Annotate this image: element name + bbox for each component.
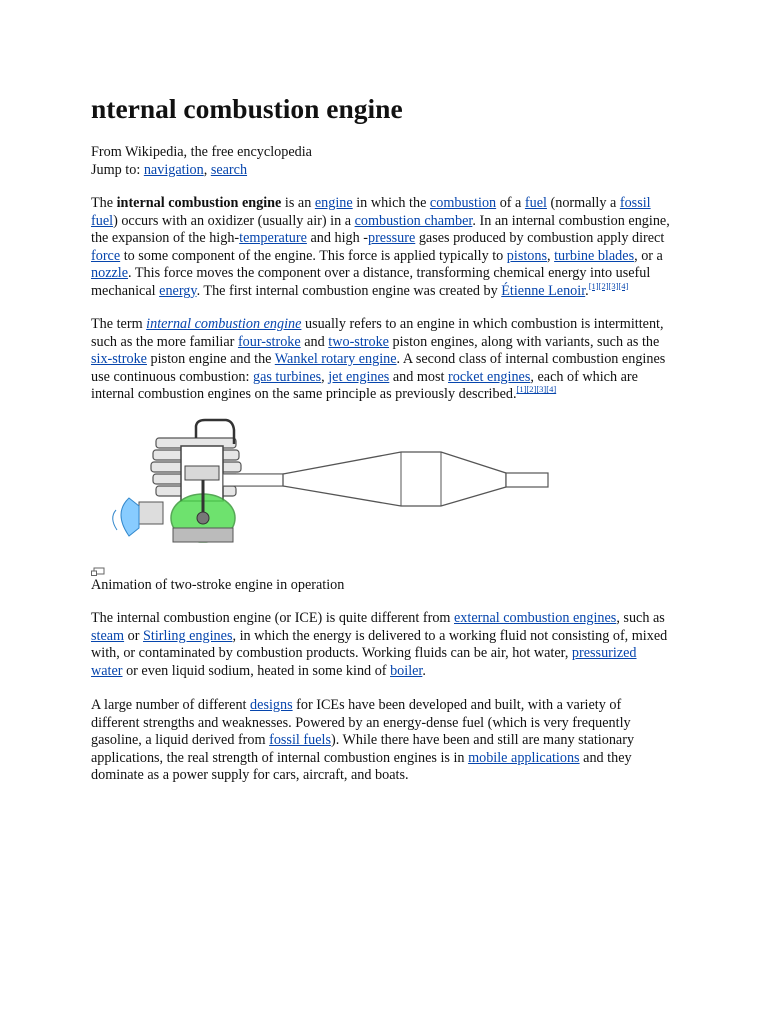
citation-link[interactable]: [1][2][3][4] xyxy=(516,384,557,394)
two-stroke-engine-image xyxy=(101,418,571,558)
text-run: . xyxy=(422,662,426,679)
text-run: ). While there have been and still are many stationary applications, the real strength of internal combustion engines is in xyxy=(91,732,635,766)
text-run: piston engine and the xyxy=(146,351,275,367)
link-pressure[interactable]: pressure xyxy=(367,230,416,246)
enlarge-figure[interactable] xyxy=(91,564,671,576)
text-run: A large number of different xyxy=(91,697,251,713)
jump-search-link[interactable]: search xyxy=(210,161,248,178)
link-etienne-lenoir[interactable]: Étienne Lenoir xyxy=(501,282,586,299)
text-run: is an xyxy=(281,195,315,211)
page-title: nternal combustion engine xyxy=(91,93,403,124)
text-run: of a xyxy=(496,195,525,211)
paragraph-external xyxy=(91,610,671,680)
text-run: , such as xyxy=(616,610,665,626)
link-steam[interactable]: steam xyxy=(91,627,125,644)
paragraph-term xyxy=(91,316,671,404)
text-run: and high - xyxy=(306,230,368,246)
link-fuel[interactable]: fuel xyxy=(524,195,547,211)
text-run: ) occurs with an oxidizer (usually air) in a xyxy=(113,212,355,229)
link-force[interactable]: force xyxy=(91,247,121,264)
jump-separator: , xyxy=(203,161,211,178)
link-engine[interactable]: engine xyxy=(314,195,353,211)
text-run: and most xyxy=(389,368,449,385)
text-run: and they dominate as a power supply for cars, aircraft, and boats. xyxy=(91,749,632,783)
link-gas-turbines[interactable]: gas turbines xyxy=(252,368,322,385)
link-wankel-rotary-engine[interactable]: Wankel rotary engine xyxy=(274,351,397,367)
link-internal-combustion-engine[interactable]: internal combustion engine xyxy=(146,316,302,332)
text-run: The xyxy=(91,195,117,211)
link-combustion[interactable]: combustion xyxy=(429,195,497,211)
link-six-stroke[interactable]: six-stroke xyxy=(91,351,147,367)
paragraph-intro xyxy=(91,195,671,300)
text-run: or even liquid sodium, heated in some kind of xyxy=(122,662,391,679)
link-fossil-fuels[interactable]: fossil fuels xyxy=(269,732,331,748)
text-run: piston engines, along with variants, such as the xyxy=(388,333,660,350)
link-two-stroke[interactable]: two-stroke xyxy=(328,333,389,350)
text-run: . The first internal combustion engine was created by xyxy=(196,282,502,299)
link-designs[interactable]: designs xyxy=(250,697,293,713)
text-run: and xyxy=(300,333,329,350)
text-run: The term xyxy=(91,316,147,332)
jump-prefix: Jump to: xyxy=(91,161,144,178)
jump-links xyxy=(91,162,671,180)
paragraph-designs xyxy=(91,697,671,785)
citation-refs[interactable] xyxy=(589,281,629,291)
link-four-stroke[interactable]: four-stroke xyxy=(237,333,301,350)
text-run: . In an internal combustion engine, the expansion of the high- xyxy=(91,212,670,246)
text-run: usually refers to an engine in which combustion is intermittent, such as the more familiar xyxy=(91,316,664,350)
link-energy[interactable]: energy xyxy=(159,282,197,299)
text-run: , or a xyxy=(634,247,663,264)
article xyxy=(91,92,671,785)
link-mobile-applications[interactable]: mobile applications xyxy=(468,749,580,766)
text-run: The internal combustion engine (or ICE) is quite different from xyxy=(91,610,454,626)
jump-navigation-link[interactable]: navigation xyxy=(143,161,204,178)
link-temperature[interactable]: temperature xyxy=(239,230,307,246)
link-turbine-blades[interactable]: turbine blades xyxy=(554,247,635,264)
text-run: . xyxy=(585,282,589,299)
link-boiler[interactable]: boiler xyxy=(390,662,423,679)
text-run: , in which the energy is delivered to a working fluid not consisting of, mixed with, or contaminated by combustion products. Working fluids can be air, hot water, xyxy=(91,627,668,661)
text-run: , xyxy=(547,247,555,264)
text-run: , each of which are internal combustion engines on the same principle as previously described. xyxy=(91,368,638,402)
link-jet-engines[interactable]: jet engines xyxy=(328,368,390,385)
text-run: . This force moves the component over a distance, transforming chemical energy into useful mechanical xyxy=(91,265,651,299)
text-run: in which the xyxy=(352,195,430,211)
link-stirling-engines[interactable]: Stirling engines xyxy=(143,627,233,644)
link-pistons[interactable]: pistons xyxy=(506,247,548,264)
text-run: to some component of the engine. This force is applied typically to xyxy=(120,247,507,264)
link-pressurized-water[interactable]: pressurized water xyxy=(91,645,637,679)
link-combustion-chamber[interactable]: combustion chamber xyxy=(354,212,473,229)
link-rocket-engines[interactable]: rocket engines xyxy=(448,368,531,385)
magnify-icon xyxy=(91,567,105,577)
link-fossil-fuel[interactable]: fossil fuel xyxy=(91,195,651,229)
citation-link[interactable]: [1][2][3][4] xyxy=(588,280,629,291)
link-external-combustion-engines[interactable]: external combustion engines xyxy=(454,610,617,626)
text-run: gases produced by combustion apply direct xyxy=(415,230,665,246)
citation-refs[interactable] xyxy=(517,384,557,394)
text-run: , xyxy=(321,368,329,385)
site-sub: From Wikipedia, the free encyclopedia xyxy=(91,144,312,160)
text-run: for ICEs have been developed and built, with a variety of different strengths and weaknesses. Powered by an energy-dense fuel (which is very frequently gasoline, a liquid derived from xyxy=(91,697,631,748)
engine-animation-figure xyxy=(91,418,671,558)
text-run: or xyxy=(124,627,144,644)
link-nozzle[interactable]: nozzle xyxy=(91,265,129,281)
bold-term: internal combustion engine xyxy=(116,195,282,211)
text-run: (normally a xyxy=(546,195,620,211)
figure-caption: Animation of two-stroke engine in operation xyxy=(91,576,345,593)
text-run: . A second class of internal combustion engines use continuous combustion: xyxy=(91,351,666,385)
